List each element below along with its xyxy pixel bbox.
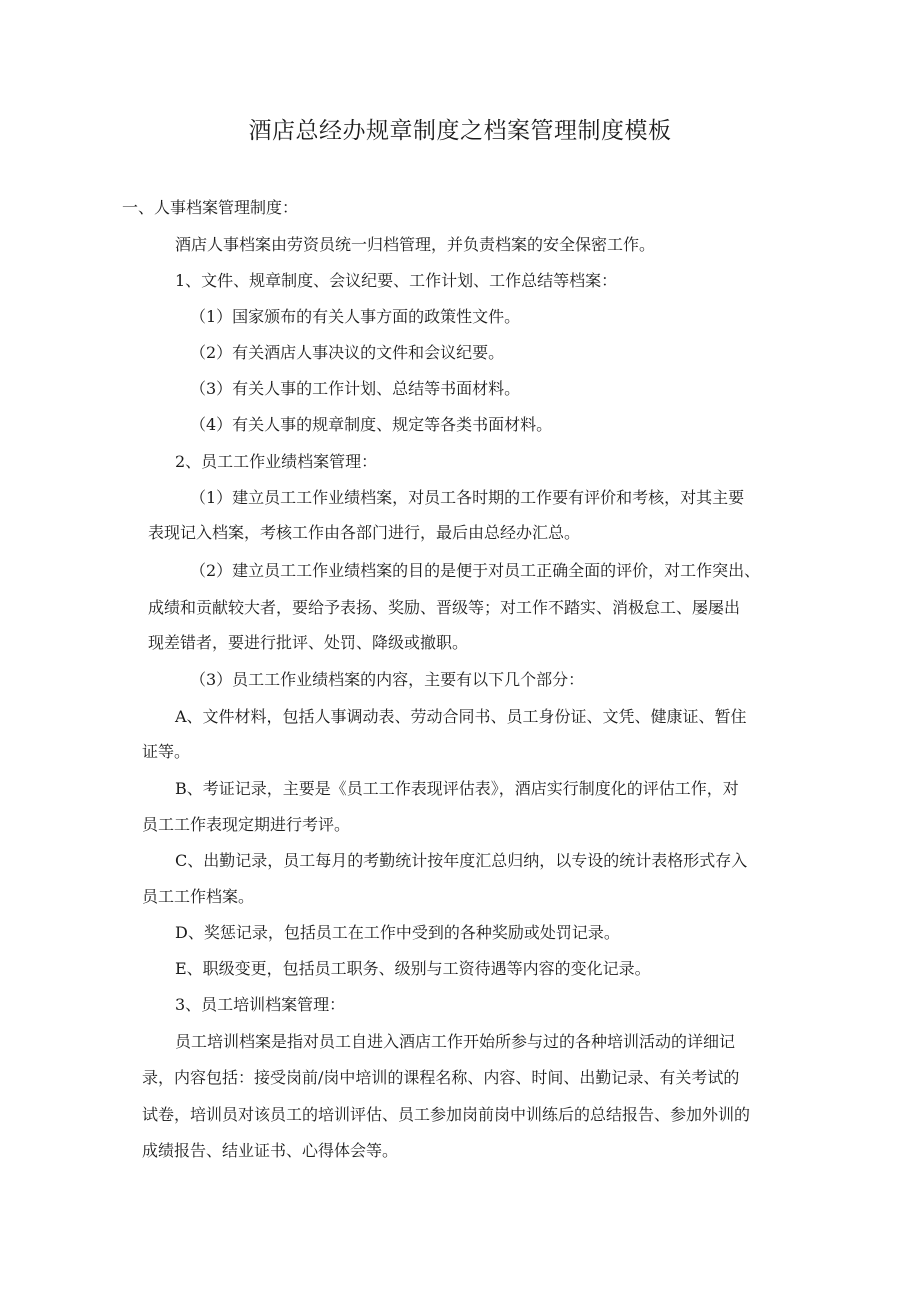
item2-paragraph1-line2: 表现记入档案，考核工作由各部门进行，最后由总经办汇总。 [148, 523, 581, 542]
item2-paragraph2-line1: （2）建立员工工作业绩档案的目的是便于对员工正确全面的评价，对工作突出、 [190, 561, 761, 580]
item2-entry-a-line1: A、文件材料，包括人事调动表、劳动合同书、员工身份证、文凭、健康证、暂住 [175, 707, 747, 726]
item2-paragraph3: （3）员工工作业绩档案的内容，主要有以下几个部分： [190, 670, 585, 689]
item3-line2: 录，内容包括：接受岗前/岗中培训的课程名称、内容、时间、出勤记录、有关考试的 [142, 1068, 740, 1087]
document-title: 酒店总经办规章制度之档案管理制度模板 [248, 118, 672, 144]
item2-entry-e: E、职级变更，包括员工职务、级别与工资待遇等内容的变化记录。 [175, 959, 651, 978]
section-heading-personnel-archives: 一、人事档案管理制度： [122, 198, 299, 217]
item1-sub2: （2）有关酒店人事决议的文件和会议纪要。 [190, 343, 505, 362]
item3-line3: 试卷，培训员对该员工的培训评估、员工参加岗前岗中训练后的总结报告、参加外训的 [142, 1105, 751, 1124]
item2-entry-d: D、奖惩记录，包括员工在工作中受到的各种奖励或处罚记录。 [175, 923, 620, 942]
item3-line4: 成绩报告、结业证书、心得体会等。 [142, 1141, 399, 1160]
item2-heading: 2、员工工作业绩档案管理： [175, 452, 378, 471]
section-intro: 酒店人事档案由劳资员统一归档管理，并负责档案的安全保密工作。 [175, 235, 656, 254]
item2-entry-b-line2: 员工工作表现定期进行考评。 [142, 815, 351, 834]
item3-line1: 员工培训档案是指对员工自进入酒店工作开始所参与过的各种培训活动的详细记 [175, 1032, 736, 1051]
item2-entry-c-line2: 员工工作档案。 [142, 887, 255, 906]
item3-heading: 3、员工培训档案管理： [175, 995, 346, 1014]
item1-sub4: （4）有关人事的规章制度、规定等各类书面材料。 [190, 415, 553, 434]
item2-paragraph2-line2: 成绩和贡献较大者，要给予表扬、奖励、晋级等；对工作不踏实、消极怠工、屡屡出 [148, 598, 741, 617]
item2-paragraph2-line3: 现差错者，要进行批评、处罚、降级或撤职。 [148, 633, 469, 652]
item1-sub1: （1）国家颁布的有关人事方面的政策性文件。 [190, 307, 521, 326]
item1-sub3: （3）有关人事的工作计划、总结等书面材料。 [190, 379, 521, 398]
item2-entry-b-line1: B、考证记录，主要是《员工工作表现评估表》，酒店实行制度化的评估工作，对 [175, 779, 739, 798]
item1-heading: 1、文件、规章制度、会议纪要、工作计划、工作总结等档案： [175, 271, 618, 290]
item2-paragraph1-line1: （1）建立员工工作业绩档案，对员工各时期的工作要有评价和考核，对其主要 [190, 488, 745, 507]
item2-entry-a-line2: 证等。 [142, 742, 191, 761]
item2-entry-c-line1: C、出勤记录，员工每月的考勤统计按年度汇总归纳，以专设的统计表格形式存入 [175, 851, 748, 870]
